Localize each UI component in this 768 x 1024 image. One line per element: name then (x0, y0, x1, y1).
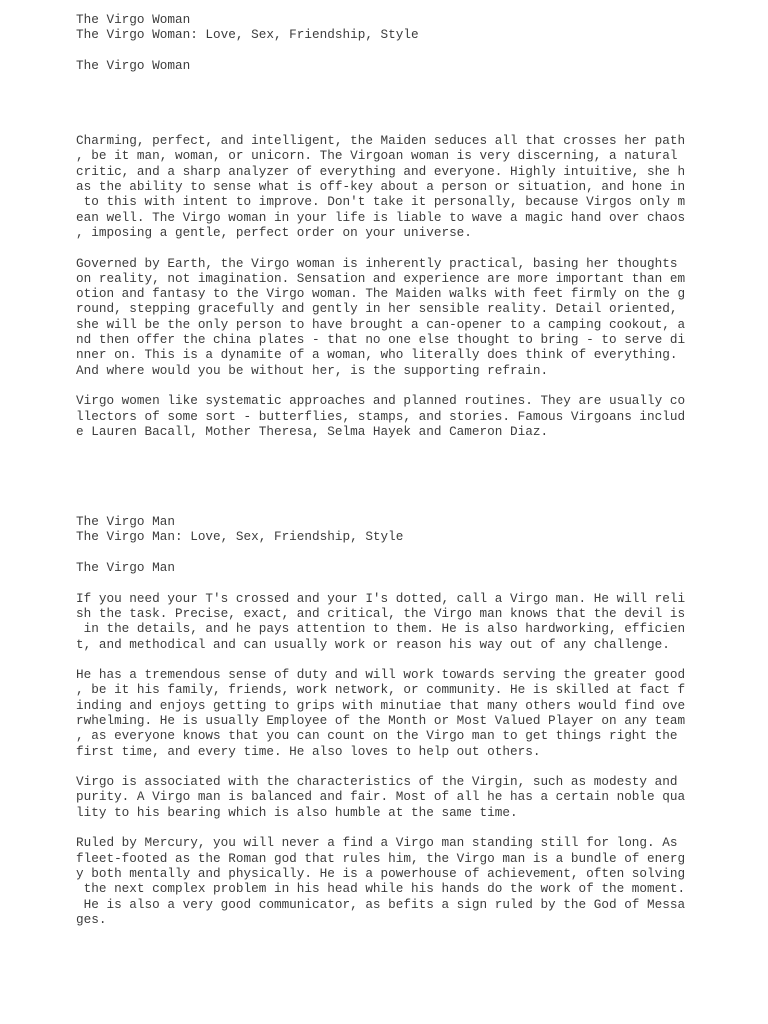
paragraph (76, 590, 686, 652)
text-line: Virgo is associated with the characteristics of the Virgin, such as modesty and (76, 774, 678, 790)
paragraph (76, 393, 686, 439)
text-line: she will be the only person to have brought a can-opener to a camping cookout, a (76, 316, 686, 332)
section-title: The Virgo Woman (76, 12, 191, 27)
paragraph (76, 255, 686, 378)
text-line: on reality, not imagination. Sensation and experience are more important than em (76, 270, 686, 286)
section-subtitle: The Virgo Man: Love, Sex, Friendship, Style (76, 529, 404, 545)
section-heading: The Virgo Man (76, 560, 175, 576)
text-line: sh the task. Precise, exact, and critical, the Virgo man knows that the devil is (76, 605, 686, 621)
text-line: purity. A Virgo man is balanced and fair. Most of all he has a certain noble qua (76, 789, 686, 805)
paragraph (76, 667, 686, 759)
text-line: fleet-footed as the Roman god that rules him, the Virgo man is a bundle of energ (76, 850, 686, 866)
paragraph (76, 774, 686, 820)
text-line: , be it man, woman, or unicorn. The Virgoan woman is very discerning, a natural (76, 148, 678, 164)
virgo-woman-section (76, 12, 686, 439)
text-line: to this with intent to improve. Don't take it personally, because Virgos only m (76, 194, 686, 210)
text-line: critic, and a sharp analyzer of everything and everyone. Highly intuitive, she h (76, 163, 686, 179)
text-line: the next complex problem in his head while his hands do the work of the moment. (76, 881, 686, 897)
text-line: , imposing a gentle, perfect order on your universe. (76, 224, 472, 240)
text-line: If you need your T's crossed and your I's dotted, call a Virgo man. He will reli (76, 590, 686, 606)
section-title: The Virgo Man (76, 514, 175, 530)
virgo-man-section (76, 514, 686, 927)
text-line: Governed by Earth, the Virgo woman is inherently practical, basing her thoughts (76, 255, 678, 271)
text-line: inding and enjoys getting to grips with minutiae that many others would find ove (76, 697, 686, 713)
text-line: nd then offer the china plates - that no one else thought to bring - to serve di (76, 332, 686, 348)
paragraph (76, 835, 686, 927)
text-line: llectors of some sort - butterflies, stamps, and stories. Famous Virgoans includ (76, 408, 686, 424)
paragraph (76, 133, 686, 240)
text-line: , be it his family, friends, work network, or community. He is skilled at fact f (76, 682, 686, 698)
text-line: nner on. This is a dynamite of a woman, who literally does think of everything. (76, 347, 678, 363)
text-line: Charming, perfect, and intelligent, the Maiden seduces all that crosses her path (76, 133, 686, 149)
text-line: round, stepping gracefully and gently in her sensible reality. Detail oriented, (76, 301, 678, 317)
text-line: He has a tremendous sense of duty and will work towards serving the greater good (76, 667, 686, 683)
text-line: , as everyone knows that you can count on the Virgo man to get things right the (76, 728, 678, 744)
text-line: t, and methodical and can usually work or reason his way out of any challenge. (76, 636, 670, 652)
text-line: otion and fantasy to the Virgo woman. The Maiden walks with feet firmly on the g (76, 286, 686, 302)
text-line: rwhelming. He is usually Employee of the Month or Most Valued Player on any team (76, 712, 686, 728)
text-line: y both mentally and physically. He is a powerhouse of achievement, often solving (76, 865, 686, 881)
text-line: ges. (76, 911, 107, 927)
text-line: as the ability to sense what is off-key about a person or situation, and hone in (76, 179, 686, 195)
text-line: And where would you be without her, is the supporting refrain. (76, 362, 549, 378)
text-line: e Lauren Bacall, Mother Theresa, Selma Hayek and Cameron Diaz. (76, 423, 549, 439)
text-line: first time, and every time. He also loves to help out others. (76, 743, 541, 759)
text-line: He is also a very good communicator, as befits a sign ruled by the God of Messa (76, 896, 686, 912)
text-line: in the details, and he pays attention to them. He is also hardworking, efficien (76, 621, 686, 637)
section-subtitle: The Virgo Woman: Love, Sex, Friendship, Style (76, 27, 419, 43)
text-line: Virgo women like systematic approaches and planned routines. They are usually co (76, 393, 686, 409)
text-line: Ruled by Mercury, you will never a find a Virgo man standing still for long. As (76, 835, 678, 851)
document-page (76, 12, 686, 927)
text-line: lity to his bearing which is also humble at the same time. (76, 804, 518, 820)
section-heading: The Virgo Woman (76, 57, 191, 73)
text-line: ean well. The Virgo woman in your life is liable to wave a magic hand over chaos (76, 209, 686, 225)
